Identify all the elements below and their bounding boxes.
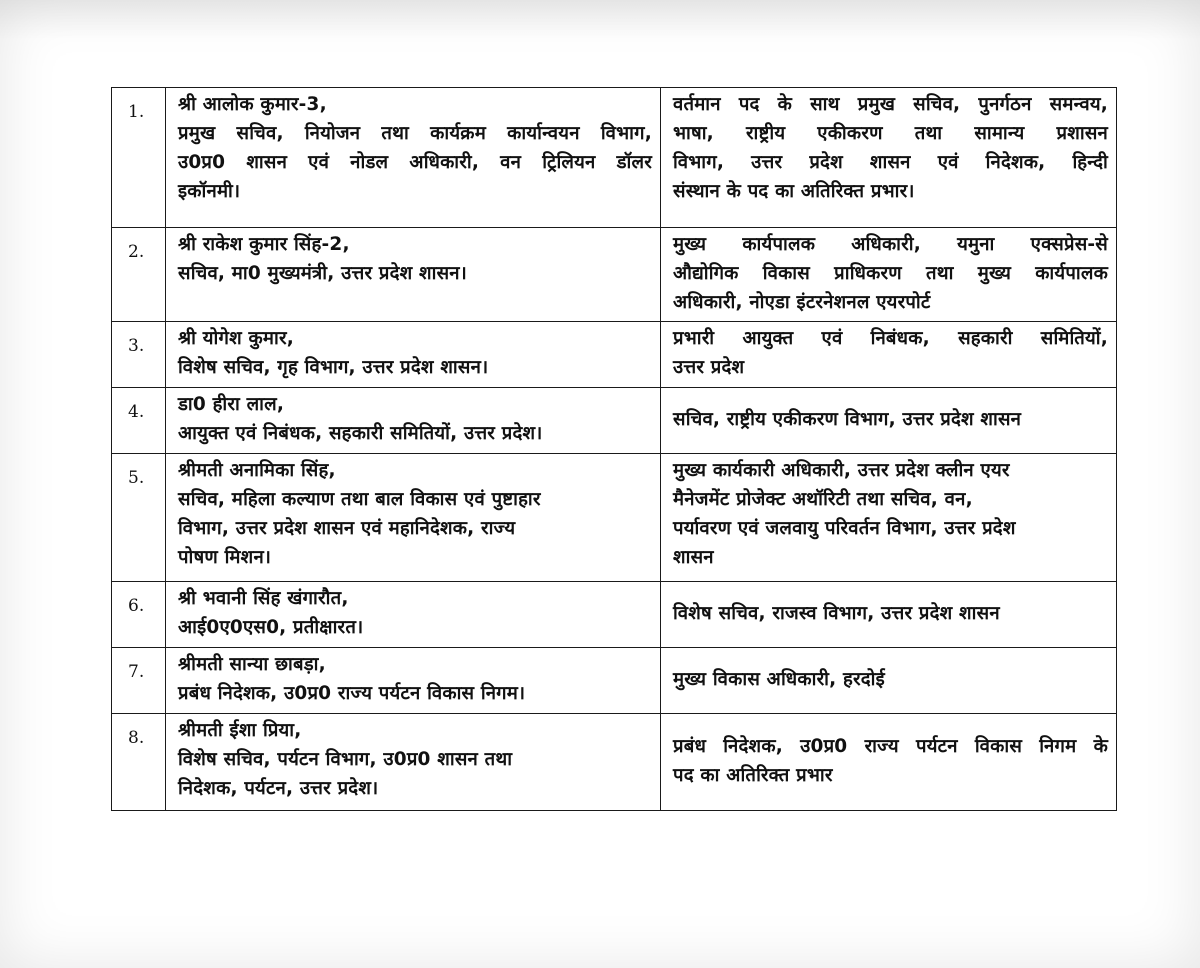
new-post-line: सचिव, राष्ट्रीय एकीकरण विभाग, उत्तर प्रदेश शासन — [673, 409, 1022, 430]
transfer-table — [111, 87, 1117, 811]
table-row — [112, 228, 1117, 322]
serial-number: 5. — [112, 454, 166, 582]
officer-name: श्री भवानी सिंह खंगारौत, — [178, 588, 349, 609]
new-post-cell — [661, 714, 1117, 811]
new-post-cell — [661, 454, 1117, 582]
new-post-cell — [661, 648, 1117, 714]
current-post-line: विभाग, उत्तर प्रदेश शासन एवं महानिदेशक, राज्य — [178, 518, 516, 539]
current-post-line: आई0ए0एस0, प्रतीक्षारत। — [178, 617, 364, 638]
new-post-cell — [661, 322, 1117, 388]
officer-name: श्री आलोक कुमार-3, — [178, 94, 327, 115]
new-post-cell — [661, 582, 1117, 648]
new-post-line: अधिकारी, नोएडा इंटरनेशनल एयरपोर्ट — [673, 292, 931, 313]
new-post-line: विशेष सचिव, राजस्व विभाग, उत्तर प्रदेश शासन — [673, 603, 1000, 624]
officer-cell — [166, 648, 661, 714]
officer-cell — [166, 388, 661, 454]
officer-name: श्री राकेश कुमार सिंह-2, — [178, 234, 350, 255]
serial-number: 3. — [112, 322, 166, 388]
current-post-line: प्रमुख सचिव, नियोजन तथा कार्यक्रम कार्यान्वयन विभाग, — [178, 123, 652, 144]
serial-number: 4. — [112, 388, 166, 454]
officer-cell — [166, 322, 661, 388]
serial-number: 7. — [112, 648, 166, 714]
new-post-line: उत्तर प्रदेश — [673, 357, 745, 378]
officer-cell — [166, 714, 661, 811]
current-post-line: सचिव, मा0 मुख्यमंत्री, उत्तर प्रदेश शासन। — [178, 263, 467, 284]
new-post-line: मुख्य विकास अधिकारी, हरदोई — [673, 669, 885, 690]
table-row — [112, 648, 1117, 714]
current-post-line: विशेष सचिव, पर्यटन विभाग, उ0प्र0 शासन तथा — [178, 749, 513, 770]
new-post-line: मुख्य कार्यपालक अधिकारी, यमुना एक्सप्रेस-से — [673, 234, 1108, 255]
table-row — [112, 88, 1117, 228]
current-post-line: पोषण मिशन। — [178, 547, 272, 568]
new-post-line: संस्थान के पद का अतिरिक्त प्रभार। — [673, 181, 915, 202]
serial-number: 2. — [112, 228, 166, 322]
current-post-line: प्रबंध निदेशक, उ0प्र0 राज्य पर्यटन विकास निगम। — [178, 683, 526, 704]
officer-name: श्रीमती ईशा प्रिया, — [178, 720, 302, 741]
serial-number: 1. — [112, 88, 166, 228]
table-row — [112, 322, 1117, 388]
officer-cell — [166, 228, 661, 322]
new-post-line: वर्तमान पद के साथ प्रमुख सचिव, पुनर्गठन समन्वय, — [673, 94, 1108, 115]
new-post-cell — [661, 388, 1117, 454]
new-post-cell — [661, 228, 1117, 322]
new-post-line: पद का अतिरिक्त प्रभार — [673, 765, 833, 786]
officer-cell — [166, 88, 661, 228]
new-post-line: विभाग, उत्तर प्रदेश शासन एवं निदेशक, हिन्दी — [673, 152, 1108, 173]
current-post-line: इकॉनमी। — [178, 181, 241, 202]
new-post-line: प्रबंध निदेशक, उ0प्र0 राज्य पर्यटन विकास निगम के — [673, 736, 1108, 757]
new-post-line: औद्योगिक विकास प्राधिकरण तथा मुख्य कार्यपालक — [673, 263, 1108, 284]
serial-number: 6. — [112, 582, 166, 648]
officer-name: श्रीमती अनामिका सिंह, — [178, 460, 336, 481]
current-post-line: विशेष सचिव, गृह विभाग, उत्तर प्रदेश शासन। — [178, 357, 489, 378]
new-post-line: मुख्य कार्यकारी अधिकारी, उत्तर प्रदेश क्लीन एयर — [673, 460, 1010, 481]
officer-name: श्रीमती सान्या छाबड़ा, — [178, 654, 326, 675]
table-row — [112, 454, 1117, 582]
new-post-line: पर्यावरण एवं जलवायु परिवर्तन विभाग, उत्तर प्रदेश — [673, 518, 1016, 539]
officer-name: डा0 हीरा लाल, — [178, 394, 285, 415]
table-row — [112, 582, 1117, 648]
new-post-line: शासन — [673, 547, 714, 568]
table-row — [112, 388, 1117, 454]
current-post-line: आयुक्त एवं निबंधक, सहकारी समितियों, उत्तर प्रदेश। — [178, 423, 543, 444]
table-row — [112, 714, 1117, 811]
current-post-line: उ0प्र0 शासन एवं नोडल अधिकारी, वन ट्रिलियन डॉलर — [178, 152, 652, 173]
new-post-cell — [661, 88, 1117, 228]
serial-number: 8. — [112, 714, 166, 811]
new-post-line: भाषा, राष्ट्रीय एकीकरण तथा सामान्य प्रशासन — [673, 123, 1108, 144]
new-post-line: मैनेजमेंट प्रोजेक्ट अथॉरिटी तथा सचिव, वन, — [673, 489, 973, 510]
new-post-line: प्रभारी आयुक्त एवं निबंधक, सहकारी समितियों, — [673, 328, 1108, 349]
officer-cell — [166, 582, 661, 648]
officer-name: श्री योगेश कुमार, — [178, 328, 294, 349]
current-post-line: सचिव, महिला कल्याण तथा बाल विकास एवं पुष्टाहार — [178, 489, 541, 510]
current-post-line: निदेशक, पर्यटन, उत्तर प्रदेश। — [178, 778, 379, 799]
page-shadow — [0, 0, 1200, 40]
officer-cell — [166, 454, 661, 582]
